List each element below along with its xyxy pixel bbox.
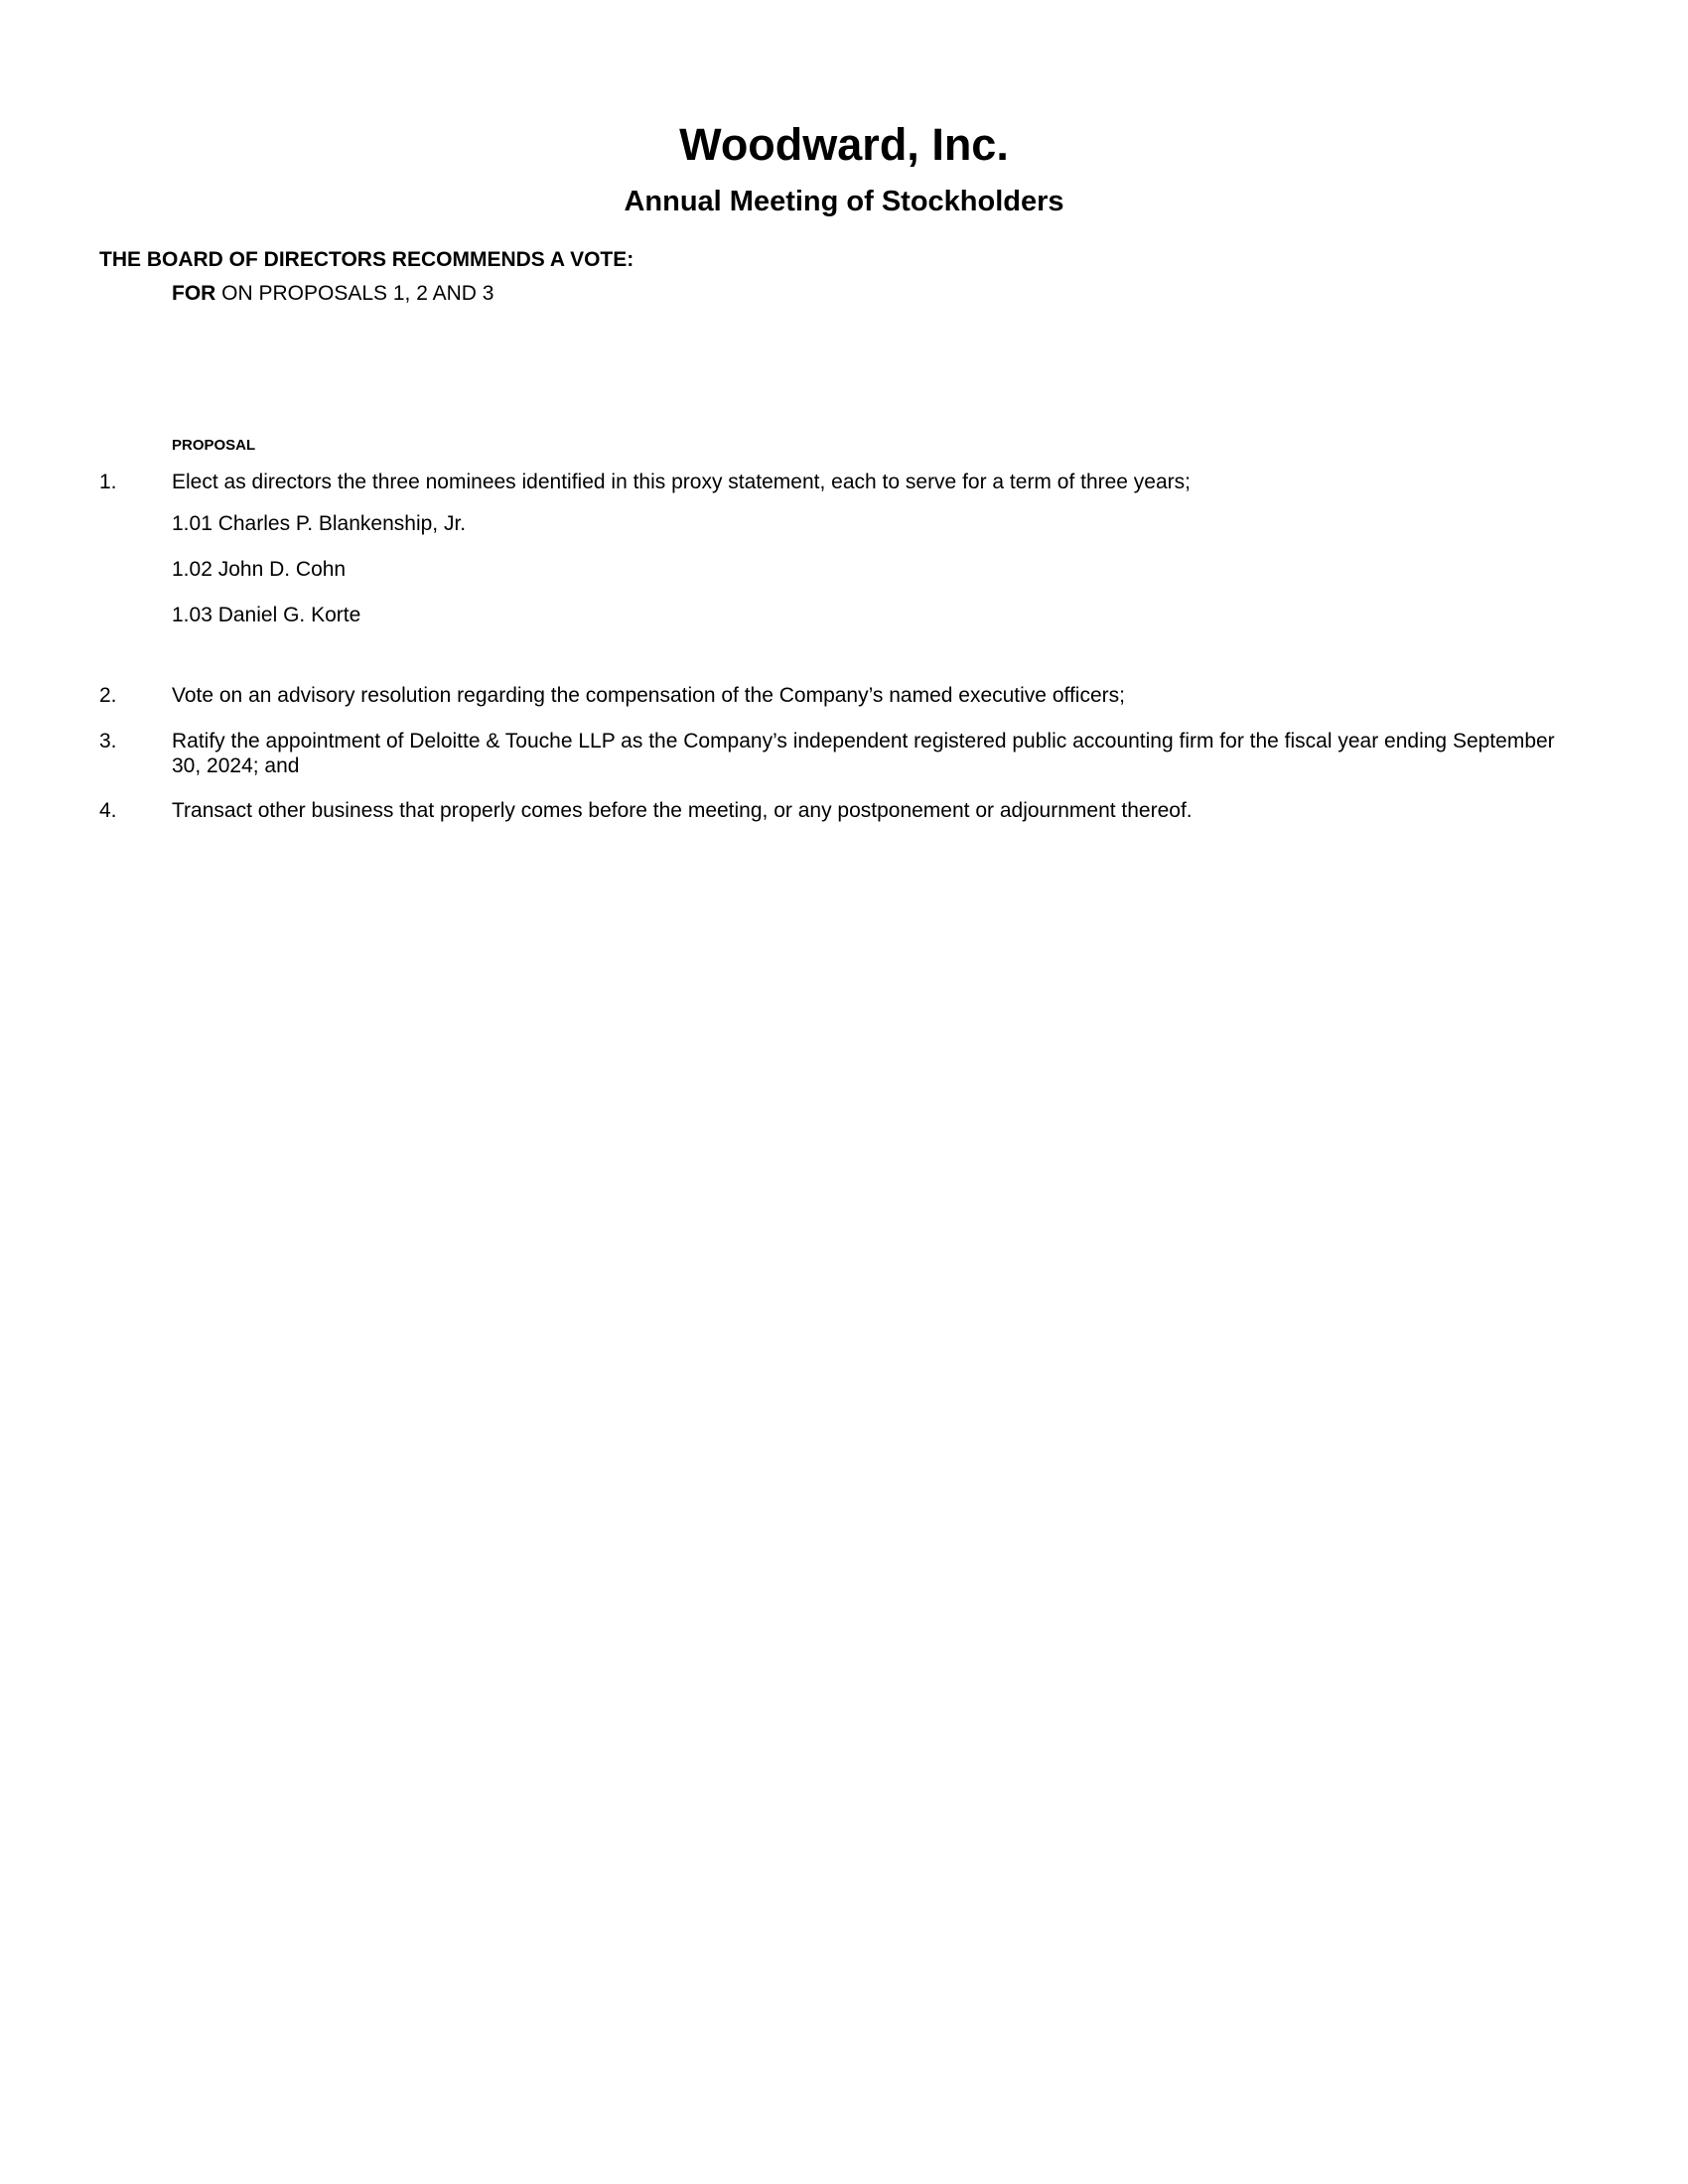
recommendation-line bbox=[172, 280, 493, 308]
proposal-number: 4. bbox=[99, 799, 117, 822]
recommendation-scope: ON PROPOSALS 1, 2 AND 3 bbox=[215, 282, 494, 305]
proposal-text: Vote on an advisory resolution regarding the compensation of the Company’s named executive officers; bbox=[172, 684, 1125, 707]
nominee-2: 1.02 John D. Cohn bbox=[172, 558, 347, 581]
proposal-column-header: PROPOSAL bbox=[172, 437, 256, 454]
proposal-text: Elect as directors the three nominees identified in this proxy statement, each to serve for a term of three years; bbox=[172, 471, 1191, 493]
proposal-number: 1. bbox=[99, 471, 117, 493]
nominee-1: 1.01 Charles P. Blankenship, Jr. bbox=[172, 512, 467, 535]
nominee-3: 1.03 Daniel G. Korte bbox=[172, 604, 361, 626]
proposal-text: Ratify the appointment of Deloitte & Touche LLP as the Company’s independent registered public accounting firm for the fiscal year ending September 30, 2024; and bbox=[172, 730, 1555, 777]
page-title: Woodward, Inc. bbox=[679, 119, 1009, 170]
recommendation-vote: FOR bbox=[172, 282, 216, 305]
proposal-number: 3. bbox=[99, 730, 117, 752]
proposal-text: Transact other business that properly comes before the meeting, or any postponement or adjournment thereof. bbox=[172, 799, 1193, 822]
proposal-number: 2. bbox=[99, 684, 117, 707]
page-subtitle: Annual Meeting of Stockholders bbox=[624, 186, 1064, 217]
recommendation-heading: THE BOARD OF DIRECTORS RECOMMENDS A VOTE: bbox=[99, 248, 634, 271]
